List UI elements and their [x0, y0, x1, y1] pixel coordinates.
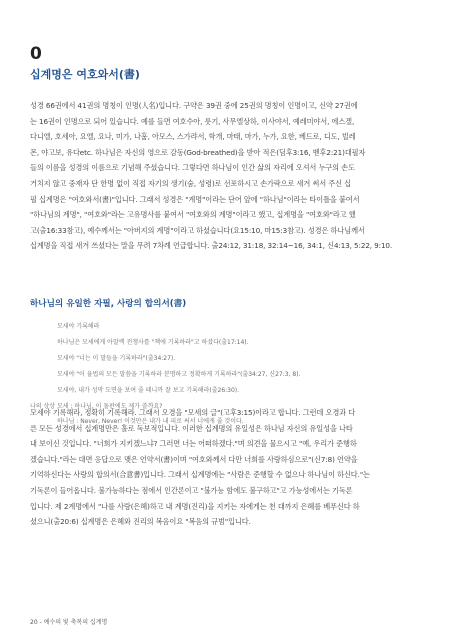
text-line: 른 모든 성경에서 십계명만은 홀로 독보적입니다. 이러한 십계명의 유일성은 하나님 자신의 유일성을 나타 — [30, 423, 353, 433]
chapter-title: 십계명은 여호와서(書) — [30, 68, 140, 81]
text-line: 고(출16:33참고), 예수께서는 "아버지의 계명"이라고 하셨습니다(요15:10, 마15:3참고). 성경은 하나님께서 — [30, 225, 365, 235]
text-line: 필 십계명은 "여호와서(書)"입니다. 그래서 성경은 "계명"이라는 단어 앞에 "하나님"이라는 타이틀을 붙여서 — [30, 194, 360, 204]
text-line: 성경 66권에서 41권의 명칭이 인명(人名)입니다. 구약은 39권 중에 25권의 명칭이 인명이고, 신약 27권에 — [30, 101, 358, 110]
text-line: 셨으니(출20:6) 십계명은 은혜와 진리의 복음이요 "복음의 규범"입니다. — [30, 517, 251, 527]
dialog-line: 하나님 : Never, Never! 이것만은 내가 내 피로 써서 너에게 줄 것이다. — [57, 418, 244, 426]
text-line: 거치지 않고 중재자 단 한명 없이 직접 자기의 생기(숨, 성령)로 선포하시고 손가락으로 새겨 써서 주신 십 — [30, 178, 351, 188]
dialog-line: 모세야, 내가 성막 도면을 보여 줄 테니까 잘 보고 기록해라(출26:30). — [57, 386, 240, 394]
dialog-line: 모세야 "이 율법의 모든 말씀을 기록하라 분명하고 정확하게 기록하라"(출34:27, 신27:3, 8). — [57, 370, 301, 378]
page-footer: 20 - 예수의 빛 축복의 십계명 — [30, 619, 108, 626]
paragraph-body — [30, 405, 440, 530]
text-line: 기억하신다는 사랑의 합의서(合意書)입니다. 그래서 십계명에는 "사람은 준행할 수 없으나 하나님이 하신다."는 — [30, 470, 370, 480]
text-line: 들의 이름을 성경의 이름으로 기념해 주셨습니다. 그렇다면 하나님이 인간 삶의 자리에 오셔서 누구의 손도 — [30, 163, 355, 173]
dialog-line: 모세야 "너는 이 말들을 기록하라"(출34:27). — [57, 354, 176, 362]
dialog-line: 모세야 기록해라 — [57, 323, 100, 330]
paragraph-intro — [30, 98, 440, 254]
dialog-line: 하나님은 모세에게 아말렉 전쟁사를 "책에 기록하라"고 하셨다(출17:14). — [57, 338, 249, 346]
text-line: 십계명을 직접 새겨 쓰셨다는 말을 무려 7차례 언급합니다. 출24:12, 31:18, 32:14~16, 34:1, 신4:13, 5:22, 9:10. — [30, 241, 393, 251]
text-line: 기독론이 들어옵니다. 불가능하다는 점에서 인간론이고 "불가능 함에도 불구하고"고 가능성에서는 기독론 — [30, 485, 353, 495]
chapter-number: 0 — [30, 44, 42, 64]
text-line: 모세야 기록해라, 정확히 기록해라. 그래서 오경을 "모세의 글"(고후3:15)이라고 합니다. 그런데 오경과 다 — [30, 408, 356, 417]
dialog-line: 나의 상상 모세 : 하나님, 이 돌판에도 제가 쓸까요? — [30, 402, 163, 410]
text-line: 는 16권이 인명으로 되어 있습니다. 예를 들면 여호수아, 룻기, 사무엘상하, 이사야서, 예레미야서, 에스겔, — [30, 116, 355, 126]
text-line: 입니다. 제 2계명에서 "나를 사랑(은혜)하고 내 계명(진리)을 지키는 자에게는 천 대까지 은혜를 베푸신다 하 — [30, 501, 360, 511]
text-line: "하나님의 계명", "여호와"라는 고유명사를 붙여서 "여호와의 계명"이라고 했고, 십계명을 "여호와"라고 했 — [30, 210, 356, 220]
text-line: 몬, 야고보, 유다etc. 하나님은 자신의 영으로 감동(God-breathed)을 받아 적은(딤후3:16, 벧후2:21)대필자 — [30, 147, 366, 157]
text-line: 내 보이신 것입니다. "너희가 지키겠느냐? 그러면 너는 어떠하겠다."며 의견을 물으시고 "예, 우리가 준행하 — [30, 439, 357, 449]
text-line: 다니엘, 호세아, 요엘, 요나, 미가, 나훔, 아모스, 스가랴서, 학개, 마태, 마가, 누가, 요한, 베드로, 디도, 빌레 — [30, 132, 356, 142]
sub-heading: 하나님의 유일한 자필, 사랑의 합의서(書) — [30, 299, 187, 309]
text-line: 겠습니다."라는 대면 응답으로 맺은 언약서(書)이며 "여호와께서 다만 너희를 사랑하심으로"(신7:8) 언약을 — [30, 454, 358, 464]
